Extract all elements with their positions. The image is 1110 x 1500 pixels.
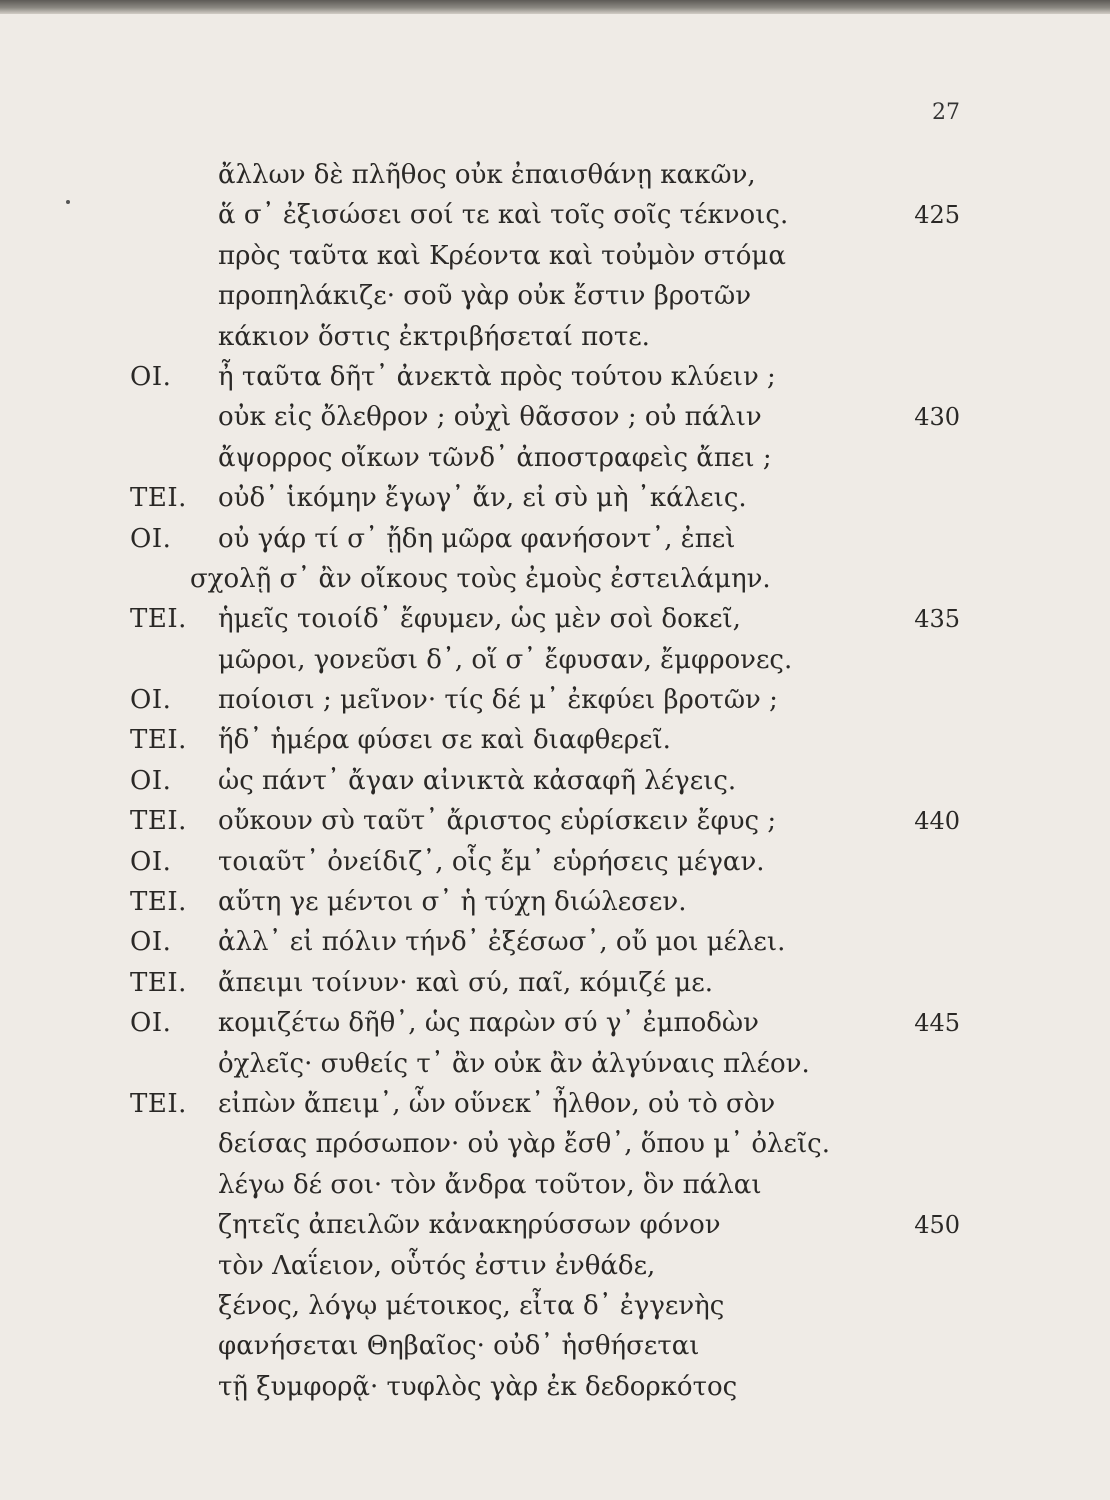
verse-text: τῇ ξυμφορᾷ· τυφλὸς γὰρ ἐκ δεδορκότος: [218, 1371, 738, 1402]
verse-line: [0, 276, 1110, 316]
line-number: 425: [914, 201, 960, 230]
speaker-label: ΤΕΙ.: [130, 483, 187, 514]
verse-line: [0, 236, 1110, 276]
verse-text: οὐ γάρ τί σ᾽ ᾔδη μῶρα φανήσοντ᾽, ἐπεὶ: [218, 523, 736, 554]
verse-line: [0, 922, 1110, 962]
line-number: 430: [914, 403, 960, 432]
speaker-label: ΤΕΙ.: [130, 967, 187, 998]
verse-line: [0, 761, 1110, 801]
verse-text: ἄλλων δὲ πλῆθος οὐκ ἐπαισθάνῃ κακῶν,: [218, 160, 756, 190]
speaker-label: ΟΙ.: [130, 927, 172, 958]
verse-block: [0, 155, 1110, 1407]
verse-text: οὔκουν σὺ ταῦτ᾽ ἄριστος εὑρίσκειν ἔφυς ;: [218, 806, 777, 837]
verse-line: [0, 1367, 1110, 1407]
verse-line: [0, 1326, 1110, 1366]
verse-line: [0, 1286, 1110, 1326]
verse-text: ἦ ταῦτα δῆτ᾽ ἀνεκτὰ πρὸς τούτου κλύειν ;: [218, 361, 776, 392]
verse-text: ξένος, λόγῳ μέτοικος, εἶτα δ᾽ ἐγγενὴς: [218, 1290, 725, 1321]
speaker-label: ΟΙ.: [130, 361, 172, 392]
verse-line: [0, 720, 1110, 760]
verse-text: ἄπειμι τοίνυν· καὶ σύ, παῖ, κόμιζέ με.: [218, 967, 714, 998]
verse-line: [0, 559, 1110, 599]
speaker-label: ΟΙ.: [130, 846, 172, 877]
verse-text: οὐκ εἰς ὄλεθρον ; οὐχὶ θᾶσσον ; οὐ πάλιν: [218, 402, 762, 433]
verse-line: [0, 963, 1110, 1003]
speaker-label: ΤΕΙ.: [130, 806, 187, 837]
verse-line: [0, 438, 1110, 478]
verse-text: φανήσεται Θηβαῖος· οὐδ᾽ ἡσθήσεται: [218, 1331, 700, 1362]
speaker-label: ΤΕΙ.: [130, 1088, 187, 1119]
verse-text: ποίοισι ; μεῖνον· τίς δέ μ᾽ ἐκφύει βροτῶν ;: [218, 685, 778, 716]
verse-text: προπηλάκιζε· σοῦ γὰρ οὐκ ἔστιν βροτῶν: [218, 281, 752, 312]
verse-text: ἅ σ᾽ ἐξισώσει σοί τε καὶ τοῖς σοῖς τέκνοις.: [218, 200, 789, 231]
speaker-label: ΟΙ.: [130, 765, 172, 796]
verse-text: λέγω δέ σοι· τὸν ἄνδρα τοῦτον, ὃν πάλαι: [218, 1169, 762, 1200]
verse-text: ἄψορρος οἴκων τῶνδ᾽ ἀποστραφεὶς ἄπει ;: [218, 442, 772, 473]
speaker-label: ΤΕΙ.: [130, 604, 187, 635]
line-number: 440: [914, 807, 960, 836]
page-number: 27: [932, 100, 960, 125]
verse-text: τοιαῦτ᾽ ὀνείδιζ᾽, οἷς ἔμ᾽ εὑρήσεις μέγαν.: [218, 846, 765, 877]
verse-line: [0, 1124, 1110, 1164]
line-number: 450: [914, 1211, 960, 1240]
verse-line: [0, 801, 1110, 841]
speaker-label: ΤΕΙ.: [130, 887, 187, 918]
verse-line: [0, 397, 1110, 437]
verse-line: [0, 882, 1110, 922]
verse-line: [0, 680, 1110, 720]
verse-text: ὀχλεῖς· συθείς τ᾽ ἂν οὐκ ἂν ἀλγύναις πλέον.: [218, 1048, 810, 1079]
verse-text: μῶροι, γονεῦσι δ᾽, οἵ σ᾽ ἔφυσαν, ἔμφρονες.: [218, 644, 793, 675]
verse-line: [0, 519, 1110, 559]
verse-line: [0, 599, 1110, 639]
verse-line: [0, 1246, 1110, 1286]
speaker-label: ΟΙ.: [130, 685, 172, 716]
verse-line: [0, 478, 1110, 518]
verse-line: [0, 1003, 1110, 1043]
verse-text: δείσας πρόσωπον· οὐ γὰρ ἔσθ᾽, ὅπου μ᾽ ὀλεῖς.: [218, 1129, 831, 1160]
verse-text: ἡμεῖς τοιοίδ᾽ ἔφυμεν, ὡς μὲν σοὶ δοκεῖ,: [218, 604, 741, 635]
verse-line: [0, 1205, 1110, 1245]
speaker-label: ΤΕΙ.: [130, 725, 187, 756]
verse-text: ὡς πάντ᾽ ἄγαν αἰνικτὰ κἀσαφῆ λέγεις.: [218, 765, 737, 796]
verse-text: πρὸς ταῦτα καὶ Κρέοντα καὶ τοὐμὸν στόμα: [218, 240, 786, 271]
verse-line: [0, 842, 1110, 882]
verse-text: ἥδ᾽ ἡμέρα φύσει σε καὶ διαφθερεῖ.: [218, 725, 671, 756]
line-number: 445: [914, 1009, 960, 1038]
verse-line: [0, 1165, 1110, 1205]
verse-line: [0, 1044, 1110, 1084]
verse-text: σχολῇ σ᾽ ἂν οἴκους τοὺς ἐμοὺς ἐστειλάμην.: [190, 563, 771, 594]
verse-text: ζητεῖς ἀπειλῶν κἀνακηρύσσων φόνον: [218, 1210, 721, 1241]
verse-text: κομιζέτω δῆθ᾽, ὡς παρὼν σύ γ᾽ ἐμποδὼν: [218, 1008, 759, 1039]
verse-text: οὐδ᾽ ἱκόμην ἔγωγ᾽ ἄν, εἰ σὺ μὴ ᾽κάλεις.: [218, 483, 747, 514]
verse-line: [0, 195, 1110, 235]
verse-text: κάκιον ὅστις ἐκτριβήσεταί ποτε.: [218, 321, 650, 352]
verse-text: αὕτη γε μέντοι σ᾽ ἡ τύχη διώλεσεν.: [218, 887, 687, 918]
verse-line: [0, 357, 1110, 397]
speaker-label: ΟΙ.: [130, 1008, 172, 1039]
verse-line: [0, 1084, 1110, 1124]
line-number: 435: [914, 605, 960, 634]
verse-text: ἀλλ᾽ εἰ πόλιν τήνδ᾽ ἐξέσωσ᾽, οὔ μοι μέλει.: [218, 927, 786, 958]
verse-text: τὸν Λαΐειον, οὗτός ἐστιν ἐνθάδε,: [218, 1250, 656, 1281]
verse-line: [0, 317, 1110, 357]
verse-line: [0, 640, 1110, 680]
verse-line: [0, 155, 1110, 195]
verse-text: εἰπὼν ἄπειμ᾽, ὧν οὕνεκ᾽ ἦλθον, οὐ τὸ σὸν: [218, 1088, 776, 1119]
speaker-label: ΟΙ.: [130, 523, 172, 554]
